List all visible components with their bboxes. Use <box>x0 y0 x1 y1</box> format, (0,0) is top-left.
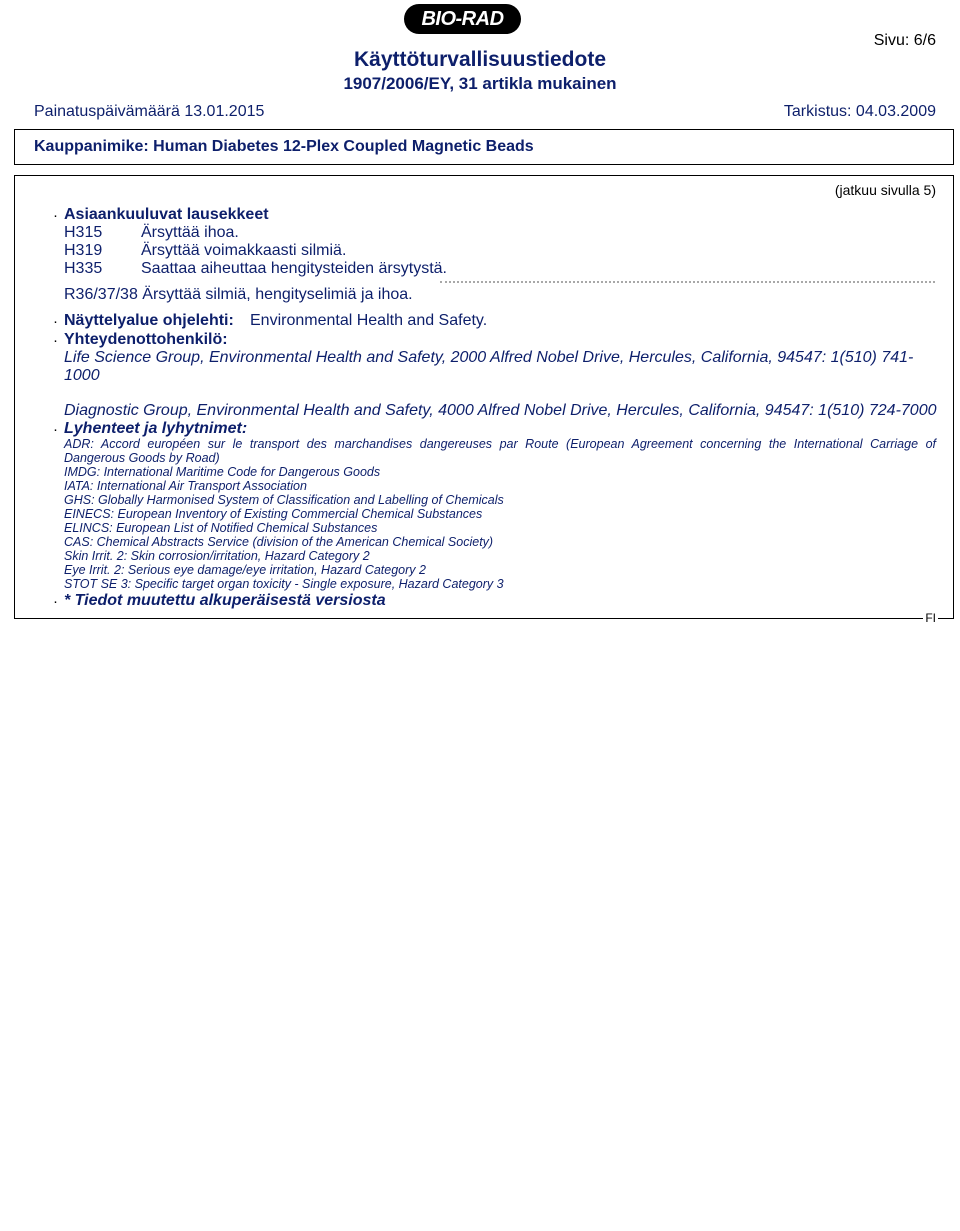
bullet-marker: · <box>53 207 58 224</box>
abbreviation-item: IMDG: International Maritime Code for Dangerous Goods <box>64 465 381 479</box>
h-statement-code: H335 <box>64 260 103 277</box>
abbreviation-item: GHS: Globally Harmonised System of Classification and Labelling of Chemicals <box>64 493 504 507</box>
document-title: Käyttöturvallisuustiedote <box>353 48 607 71</box>
changed-note: * Tiedot muutettu alkuperäisestä versiosta <box>64 592 386 609</box>
h-statement-code: H319 <box>64 242 103 259</box>
bullet-marker: · <box>53 313 58 330</box>
h-statement-text: Ärsyttää voimakkaasti silmiä. <box>141 242 347 259</box>
relevant-phrases-heading: Asiaankuuluvat lausekkeet <box>64 206 269 223</box>
h-statement-code: H315 <box>64 224 103 241</box>
continued-from-note: (jatkuu sivulla 5) <box>834 182 936 198</box>
abbreviation-item: Dangerous Goods by Road) <box>64 451 220 465</box>
abbreviation-item: ADR: Accord européen sur le transport des marchandises dangereuses par Route (European Agreement concerning the International Carriage of <box>64 437 936 451</box>
abbreviation-item: IATA: International Air Transport Association <box>64 479 307 493</box>
contact-diagnostic: Diagnostic Group, Environmental Health and Safety, 4000 Alfred Nobel Drive, Hercules, California, 94547: 1(510) 724-7000 <box>64 402 937 419</box>
revision-date: Tarkistus: 04.03.2009 <box>783 103 936 120</box>
abbreviations-heading: Lyhenteet ja lyhytnimet: <box>64 420 248 437</box>
document-subtitle: 1907/2006/EY, 31 artikla mukainen <box>343 74 617 93</box>
dotted-separator <box>440 281 935 283</box>
bullet-marker: · <box>53 593 58 610</box>
department-value: Environmental Health and Safety. <box>250 312 488 329</box>
abbreviation-item: Skin Irrit. 2: Skin corrosion/irritation, Hazard Category 2 <box>64 549 370 563</box>
bullet-marker: · <box>53 421 58 438</box>
abbreviation-item: CAS: Chemical Abstracts Service (division of the American Chemical Society) <box>64 535 494 549</box>
abbreviation-item: Eye Irrit. 2: Serious eye damage/eye irritation, Hazard Category 2 <box>64 563 426 577</box>
bullet-marker: · <box>53 332 58 349</box>
contact-heading: Yhteydenottohenkilö: <box>64 331 228 348</box>
logo-text: BIO-RAD <box>421 7 504 30</box>
language-code: FI <box>925 611 936 625</box>
abbreviation-item: STOT SE 3: Specific target organ toxicity - Single exposure, Hazard Category 3 <box>64 577 504 591</box>
contact-life-science: Life Science Group, Environmental Health and Safety, 2000 Alfred Nobel Drive, Hercules, California, 94547: 1(510) 741- <box>64 349 914 366</box>
print-date: Painatuspäivämäärä 13.01.2015 <box>34 103 265 120</box>
r-phrase: R36/37/38 Ärsyttää silmiä, hengityselimiä ja ihoa. <box>64 286 413 303</box>
h-statement-text: Saattaa aiheuttaa hengitysteiden ärsytystä. <box>141 260 447 277</box>
contact-life-science-cont: 1000 <box>64 367 100 384</box>
page-number: Sivu: 6/6 <box>873 32 936 49</box>
abbreviation-item: EINECS: European Inventory of Existing Commercial Chemical Substances <box>64 507 483 521</box>
bio-rad-logo <box>404 4 521 34</box>
product-name: Kauppanimike: Human Diabetes 12-Plex Coupled Magnetic Beads <box>34 138 534 155</box>
h-statement-text: Ärsyttää ihoa. <box>141 224 239 241</box>
abbreviation-item: ELINCS: European List of Notified Chemical Substances <box>64 521 378 535</box>
department-label: Näyttelyalue ohjelehti: <box>64 312 234 329</box>
